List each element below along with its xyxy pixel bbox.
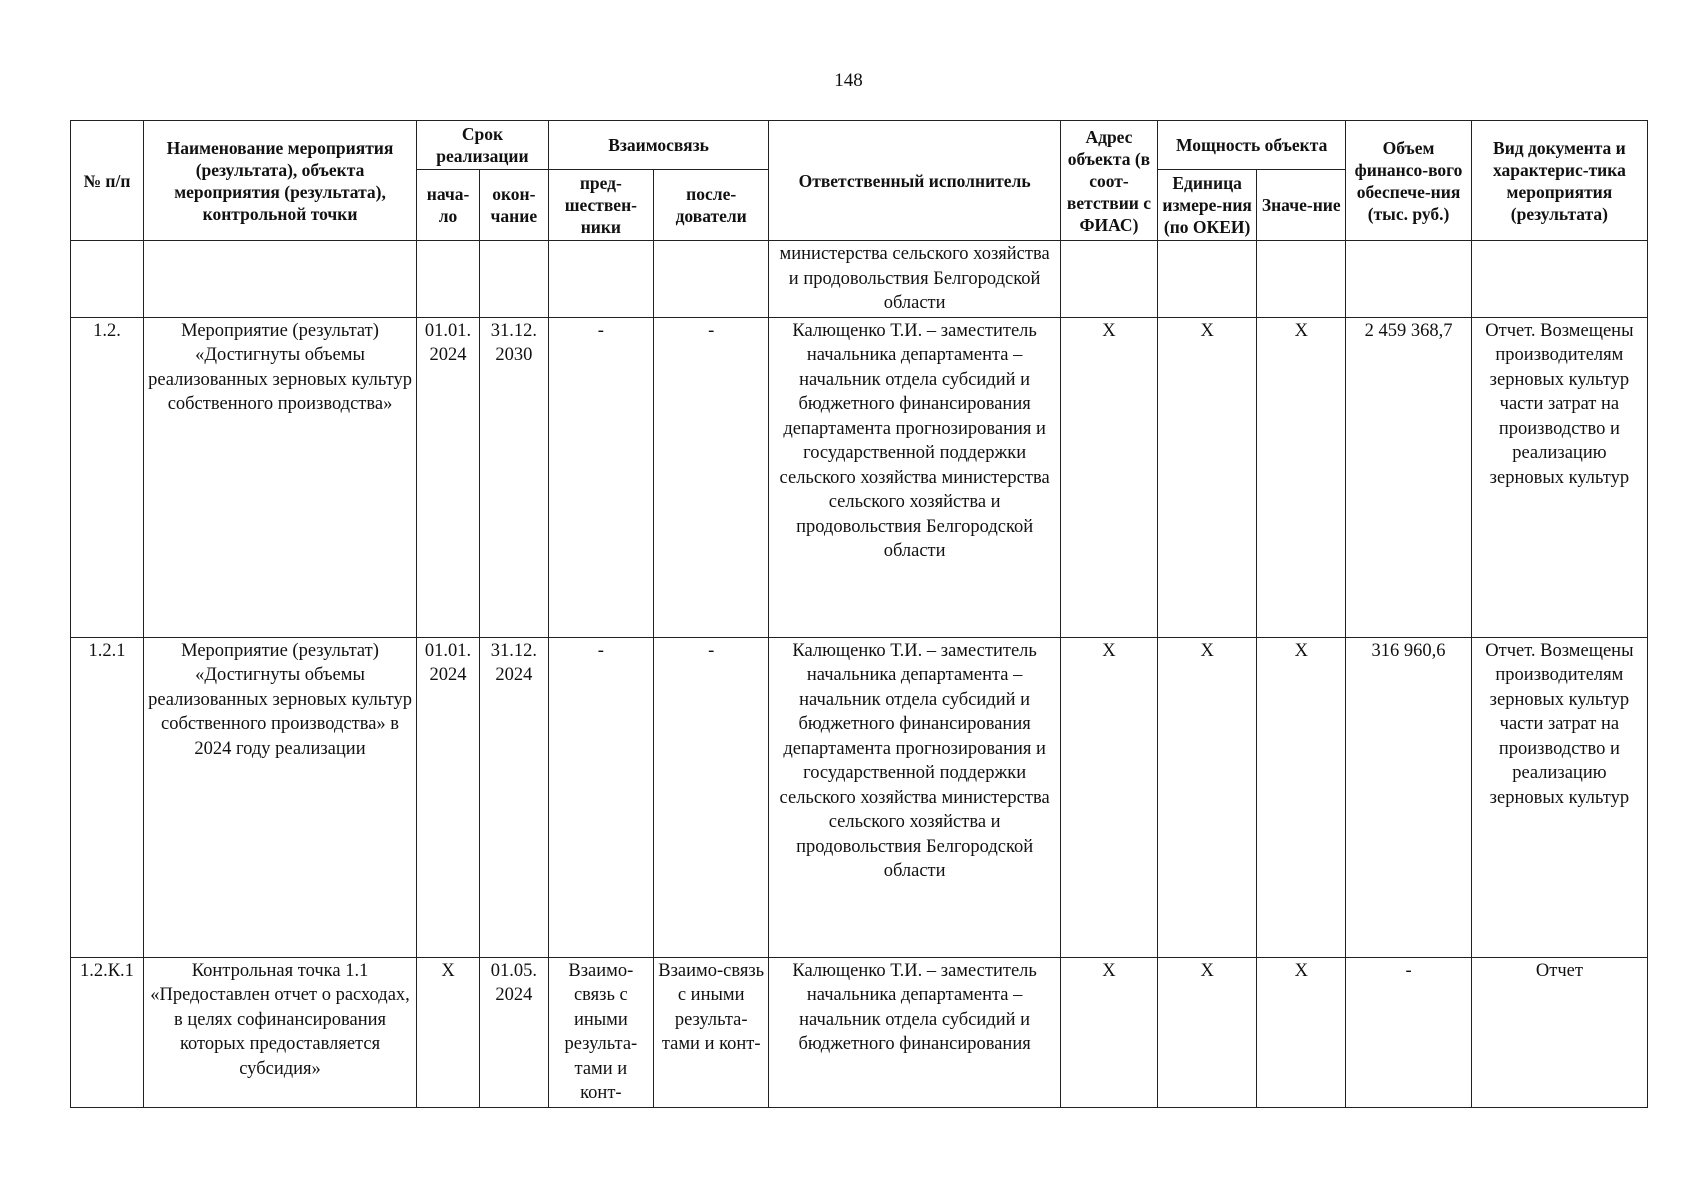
cell-value: Х bbox=[1257, 957, 1346, 1107]
header-term: Срок реализации bbox=[417, 121, 549, 170]
cell-successors: - bbox=[653, 637, 768, 957]
header-num: № п/п bbox=[71, 121, 144, 241]
header-doc: Вид документа и характерис-тика мероприятия (результата) bbox=[1471, 121, 1647, 241]
cell-end: 31.12. 2024 bbox=[479, 637, 548, 957]
cell-unit bbox=[1158, 241, 1257, 318]
cell-name bbox=[143, 241, 416, 318]
cell-address: Х bbox=[1060, 957, 1157, 1107]
plan-table bbox=[70, 120, 1648, 1108]
cell-end: 31.12. 2030 bbox=[479, 317, 548, 637]
header-predecessors: пред-шествен-ники bbox=[548, 170, 653, 241]
header-value: Значе-ние bbox=[1257, 170, 1346, 241]
header-address: Адрес объекта (в соот-ветствии с ФИАС) bbox=[1060, 121, 1157, 241]
cell-finance: 316 960,6 bbox=[1346, 637, 1472, 957]
cell-finance bbox=[1346, 241, 1472, 318]
cell-start bbox=[417, 241, 480, 318]
table-row bbox=[71, 317, 1648, 637]
table-row bbox=[71, 637, 1648, 957]
cell-start: 01.01. 2024 bbox=[417, 317, 480, 637]
cell-executor: министерства сельского хозяйства и продовольствия Белгородской области bbox=[769, 241, 1061, 318]
cell-start: Х bbox=[417, 957, 480, 1107]
page-number: 148 bbox=[834, 70, 863, 91]
header-row-1 bbox=[71, 121, 1648, 170]
cell-value bbox=[1257, 241, 1346, 318]
cell-executor: Калющенко Т.И. – заместитель начальника департамента – начальник отдела субсидий и бюджетного финансирования департамента прогнозирования и государственной поддержки сельского хозяйства министерства сельского хозяйства и продовольствия Белгородской области bbox=[769, 317, 1061, 637]
header-term-start: нача-ло bbox=[417, 170, 480, 241]
cell-successors: - bbox=[653, 317, 768, 637]
cell-finance: 2 459 368,7 bbox=[1346, 317, 1472, 637]
cell-doc: Отчет. Возмещены производителям зерновых культур части затрат на производство и реализацию зерновых культур bbox=[1471, 637, 1647, 957]
cell-successors bbox=[653, 241, 768, 318]
cell-doc: Отчет. Возмещены производителям зерновых культур части затрат на производство и реализацию зерновых культур bbox=[1471, 317, 1647, 637]
cell-num: 1.2.1 bbox=[71, 637, 144, 957]
cell-name: Мероприятие (результат) «Достигнуты объемы реализованных зерновых культур собственного производства» в 2024 году реализации bbox=[143, 637, 416, 957]
cell-doc bbox=[1471, 241, 1647, 318]
cell-num: 1.2.К.1 bbox=[71, 957, 144, 1107]
cell-unit: Х bbox=[1158, 957, 1257, 1107]
header-capacity: Мощность объекта bbox=[1158, 121, 1346, 170]
table-row bbox=[71, 241, 1648, 318]
header-relation: Взаимосвязь bbox=[548, 121, 769, 170]
cell-value: Х bbox=[1257, 637, 1346, 957]
cell-address: Х bbox=[1060, 317, 1157, 637]
cell-num: 1.2. bbox=[71, 317, 144, 637]
header-executor: Ответственный исполнитель bbox=[769, 121, 1061, 241]
cell-end: 01.05. 2024 bbox=[479, 957, 548, 1107]
header-unit: Единица измере-ния (по ОКЕИ) bbox=[1158, 170, 1257, 241]
cell-predecessors: Взаимо-связь с иными результа-тами и конт- bbox=[548, 957, 653, 1107]
cell-successors: Взаимо-связь с иными результа-тами и конт- bbox=[653, 957, 768, 1107]
cell-unit: Х bbox=[1158, 637, 1257, 957]
cell-executor: Калющенко Т.И. – заместитель начальника департамента – начальник отдела субсидий и бюджетного финансирования bbox=[769, 957, 1061, 1107]
cell-predecessors: - bbox=[548, 637, 653, 957]
cell-predecessors: - bbox=[548, 317, 653, 637]
header-name: Наименование мероприятия (результата), объекта мероприятия (результата), контрольной точки bbox=[143, 121, 416, 241]
header-successors: после-дователи bbox=[653, 170, 768, 241]
cell-finance: - bbox=[1346, 957, 1472, 1107]
cell-unit: Х bbox=[1158, 317, 1257, 637]
header-finance: Объем финансо-вого обеспече-ния (тыс. руб.) bbox=[1346, 121, 1472, 241]
cell-executor: Калющенко Т.И. – заместитель начальника департамента – начальник отдела субсидий и бюджетного финансирования департамента прогнозирования и государственной поддержки сельского хозяйства министерства сельского хозяйства и продовольствия Белгородской области bbox=[769, 637, 1061, 957]
cell-name: Контрольная точка 1.1 «Предоставлен отчет о расходах, в целях софинансирования которых предоставляется субсидия» bbox=[143, 957, 416, 1107]
cell-predecessors bbox=[548, 241, 653, 318]
cell-value: Х bbox=[1257, 317, 1346, 637]
cell-start: 01.01. 2024 bbox=[417, 637, 480, 957]
cell-address: Х bbox=[1060, 637, 1157, 957]
cell-doc: Отчет bbox=[1471, 957, 1647, 1107]
cell-end bbox=[479, 241, 548, 318]
header-term-end: окон-чание bbox=[479, 170, 548, 241]
cell-address bbox=[1060, 241, 1157, 318]
cell-num bbox=[71, 241, 144, 318]
cell-name: Мероприятие (результат) «Достигнуты объемы реализованных зерновых культур собственного производства» bbox=[143, 317, 416, 637]
table-row bbox=[71, 957, 1648, 1107]
